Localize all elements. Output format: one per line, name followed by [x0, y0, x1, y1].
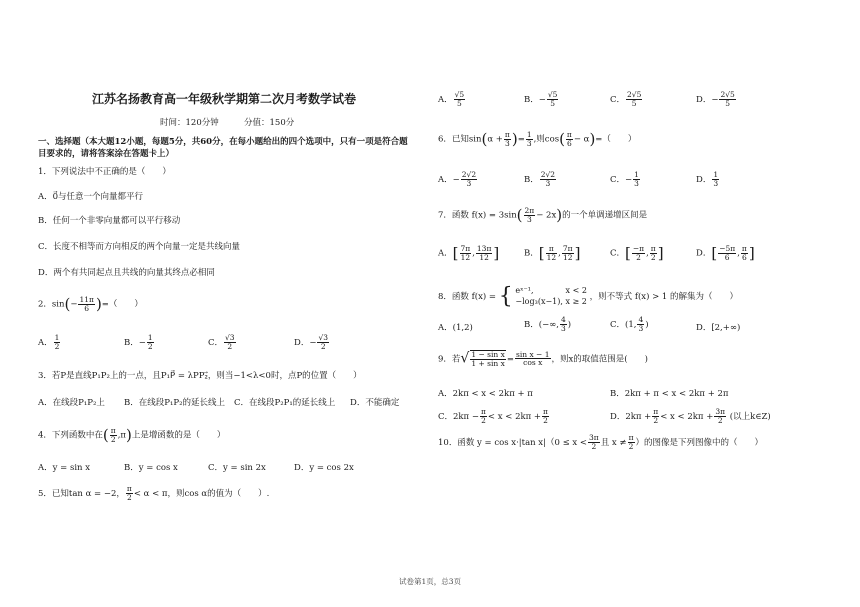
q5-option-a: A． $\frac{√5}{5}$: [438, 90, 465, 108]
page-footer: 试卷第1页，总3页: [398, 577, 462, 586]
q8-stem: 8．函数 f(x) = { eˣ⁻¹, x < 2 −log₃(x−1), x ≥ 2 ，则不等式 f(x) > 1 的解集为（ ）: [438, 284, 739, 309]
q6-option-d: D． $\frac{1}{3}$: [696, 170, 719, 188]
q8-option-b: B．(−∞, $\frac{4}{3}$ ): [524, 315, 572, 333]
q8-case-2: −log₃(x−1), x ≥ 2: [515, 297, 587, 307]
q9-option-a: A．2kπ < x < 2kπ + π: [438, 389, 533, 399]
q7-option-a: A．[ $\frac{7\pi}{12}$ , $\frac{13\pi}{12}$ ]: [438, 243, 500, 262]
q3-option-b: B．在线段P₁P₂的延长线上: [124, 398, 226, 408]
q2-option-b: B．− $\frac{1}{2}$: [124, 333, 153, 351]
q5-option-d: D．− $\frac{2√5}{5}$: [696, 90, 735, 108]
q2-option-d: D．− $\frac{√3}{2}$: [294, 333, 328, 351]
q8-case-1: eˣ⁻¹, x < 2: [515, 286, 587, 296]
q9-option-d: D．2kπ + $\frac{\pi}{2}$ < x < 2kπ + $\frac{3\pi}{2}$ (以上k∈Z): [610, 407, 771, 425]
q9-stem: 9．若√ $\frac{\text{1 − sin x}}{\text{1 + sin x}}$ = $\frac{\text{sin x − 1}}{\text{cos x}}$ ，则x的取值范围是( ): [438, 349, 648, 368]
q2-option-a: A． $\frac{1}{2}$: [38, 333, 60, 351]
q1-option-a: A．0⃗与任意一个向量都平行: [38, 192, 144, 202]
q6-option-b: B． $\frac{2√2}{3}$: [524, 170, 556, 188]
q3-stem: 3．若P是直线P₁P₂上的一点，且P₁P⃗ = λPP₂⃗，则当−1<λ<0时，点P的位置（ ）: [38, 371, 362, 381]
q4-option-a: A．y = sin x: [38, 463, 91, 473]
q9-option-b: B．2kπ + π < x < 2kπ + 2π: [610, 389, 729, 399]
q6-option-a: A．− $\frac{2√2}{3}$: [438, 170, 477, 188]
q10-stem: 10．函数 y = cos x·|tan x|（0 ≤ x < $\frac{3\pi}{2}$ 且 x ≠ $\frac{\pi}{2}$ ）的图像是下列图像中的（ ）: [438, 433, 764, 451]
page-title: 江苏名扬教育高一年级秋学期第二次月考数学试卷: [92, 92, 357, 106]
score-label: 分值：150分: [244, 118, 295, 128]
q7-option-c: C．[ $\frac{-\pi}{2}$ , $\frac{\pi}{2}$ ]: [610, 243, 664, 262]
q4-option-c: C．y = sin 2x: [208, 463, 266, 473]
q3-option-a: A．在线段P₁P₂上: [38, 398, 105, 408]
q6-option-c: C．− $\frac{1}{3}$: [610, 170, 639, 188]
q8-option-a: A．(1,2): [438, 323, 473, 333]
q5-stem: 5．已知tan α = −2， $\frac{\pi}{2}$ < α < π，则cos α的值为（ ）.: [38, 484, 270, 502]
q4-option-d: D．y = cos 2x: [294, 463, 354, 473]
q3-option-c: C．在线段P₂P₁的延长线上: [234, 398, 336, 408]
q1-option-b: B．任何一个非零向量都可以平行移动: [38, 216, 181, 226]
q8-option-c: C．(1, $\frac{4}{3}$ ): [610, 315, 649, 333]
q1-option-d: D．两个有共同起点且共线的向量其终点必相同: [38, 268, 215, 278]
q7-option-b: B．[ $\frac{\pi}{12}$ , $\frac{7\pi}{12}$ ]: [524, 243, 581, 262]
q1-option-c: C．长度不相等而方向相反的两个向量一定是共线向量: [38, 242, 241, 252]
q2-option-c: C． $\frac{√3}{2}$: [208, 333, 235, 351]
q1-stem: 1．下列说法中不正确的是（ ）: [38, 167, 171, 177]
section-heading-cont: 目要求的，请将答案涂在答题卡上）: [38, 149, 175, 159]
q6-stem: 6．已知sin(α + $\frac{\pi}{3}$ )= $\frac{1}{3}$ ,则cos( $\frac{\pi}{6}$ − α)=（ ）: [438, 129, 637, 148]
q9-option-c: C．2kπ − $\frac{\pi}{2}$ < x < 2kπ + $\frac{\pi}{2}$: [438, 407, 548, 425]
section-heading: 一、选择题（本大题12小题，每题5分，共60分，在每小题给出的四个选项中，只有一项是符合题: [38, 137, 408, 147]
q2-stem: 2．sin(− $\frac{11\pi}{6}$ )=（ ）: [38, 294, 143, 313]
q3-option-d: D．不能确定: [350, 398, 400, 408]
q4-option-b: B．y = cos x: [124, 463, 178, 473]
q7-option-d: D．[ $\frac{-5\pi}{6}$ , $\frac{\pi}{6}$ ]: [696, 243, 755, 262]
q5-option-b: B．− $\frac{√5}{5}$: [524, 90, 558, 108]
q8-option-d: D．[2,+∞): [696, 323, 741, 333]
q4-stem: 4．下列函数中在( $\frac{\pi}{2}$ ,π)上是增函数的是（ ）: [38, 425, 226, 444]
time-label: 时间：120分钟: [160, 118, 219, 128]
q5-option-c: C． $\frac{2√5}{5}$: [610, 90, 642, 108]
q7-stem: 7．函数 f(x) = 3sin( $\frac{2\pi}{3}$ − 2x)的一个单调递增区间是: [438, 205, 648, 224]
